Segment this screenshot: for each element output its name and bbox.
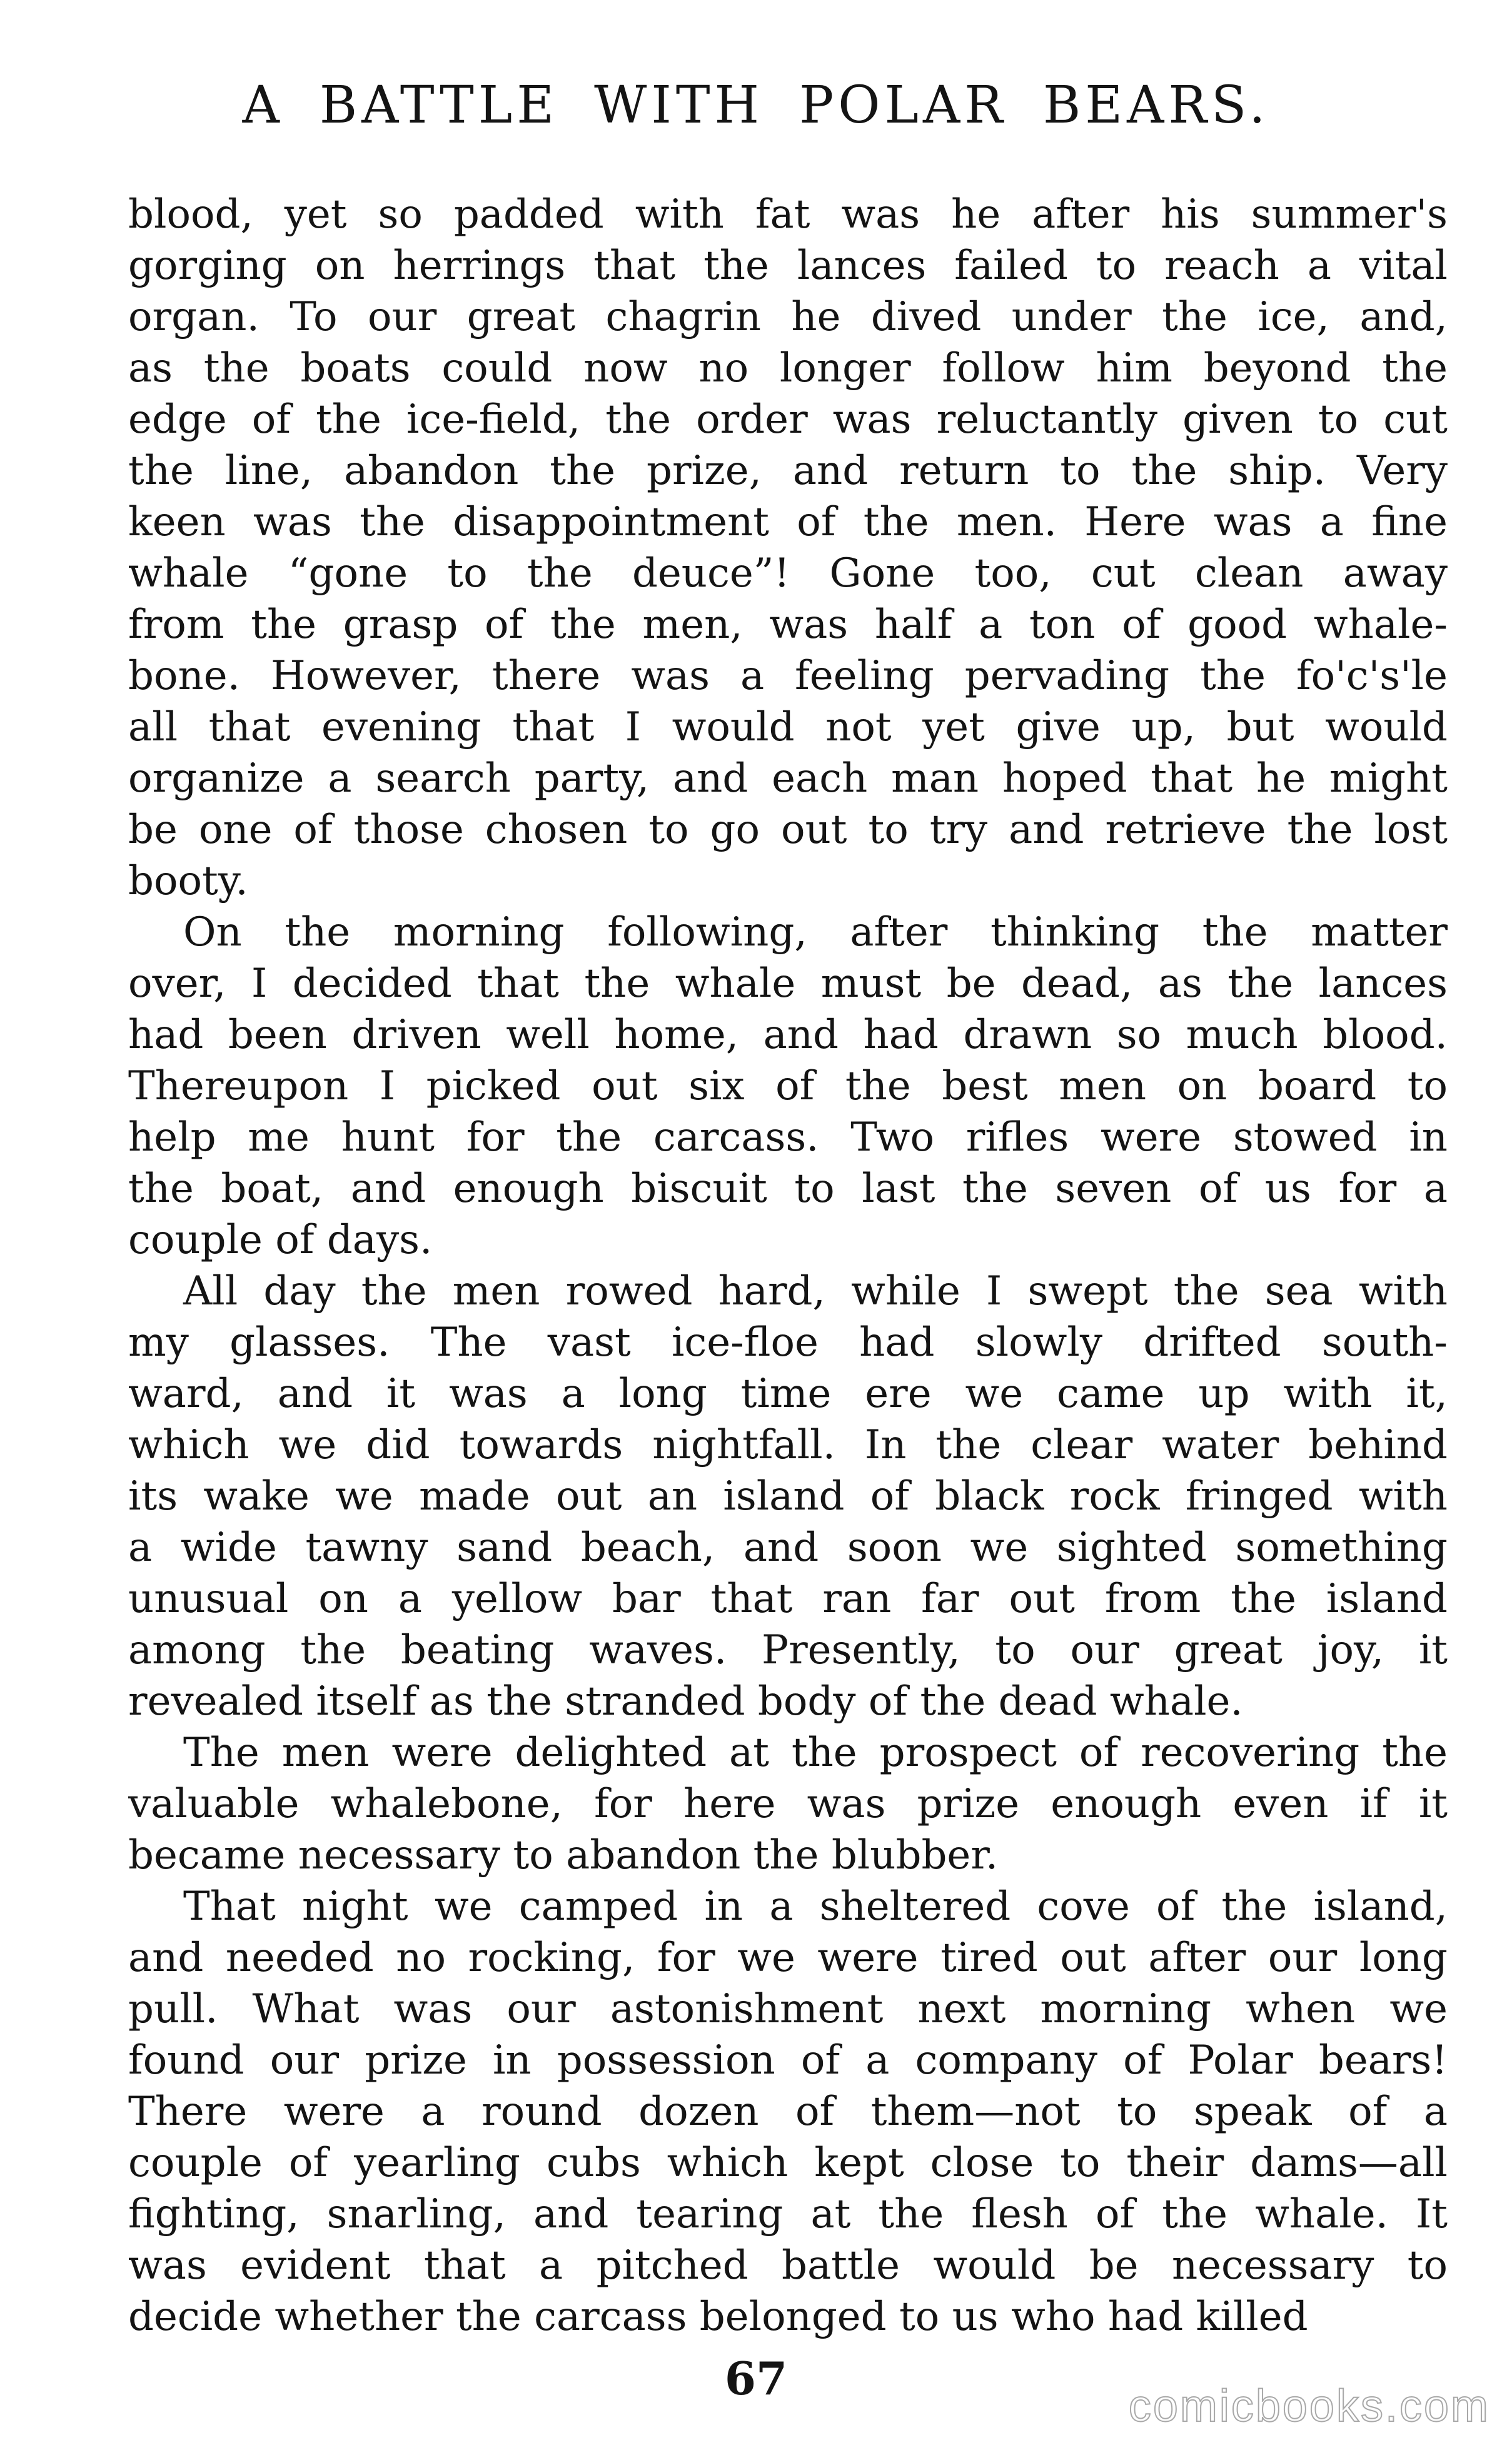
text-line: was evident that a pitched battle would be necessary to bbox=[128, 2242, 1448, 2289]
text-line: as the boats could now no longer follow him beyond the bbox=[128, 345, 1448, 391]
text-line: gorging on herrings that the lances failed to reach a vital bbox=[128, 243, 1448, 289]
text-line: organize a search party, and each man hoped that he might bbox=[128, 755, 1448, 802]
text-line: bone. However, there was a feeling pervading the fo'c's'le bbox=[128, 653, 1448, 699]
text-line: all that evening that I would not yet give up, but would bbox=[128, 704, 1448, 750]
text-line: ward, and it was a long time ere we came up with it, bbox=[128, 1371, 1448, 1417]
text-line: be one of those chosen to go out to try and retrieve the lost bbox=[128, 807, 1448, 853]
text-line: decide whether the carcass belonged to us who had killed bbox=[128, 2294, 1308, 2340]
text-line: All day the men rowed hard, while I swept the sea with bbox=[183, 1268, 1448, 1314]
site-watermark: comicbooks.com bbox=[1128, 2381, 1490, 2431]
text-line: among the beating waves. Presently, to our great joy, it bbox=[128, 1627, 1448, 1673]
text-line: my glasses. The vast ice-floe had slowly drifted south- bbox=[128, 1319, 1448, 1366]
body-text bbox=[128, 189, 1448, 2342]
text-line: blood, yet so padded with fat was he after his summer's bbox=[128, 191, 1448, 238]
text-line: organ. To our great chagrin he dived under the ice, and, bbox=[128, 294, 1448, 340]
paragraph bbox=[128, 1881, 1448, 2342]
text-line: pull. What was our astonishment next morning when we bbox=[128, 1986, 1448, 2032]
text-line: over, I decided that the whale must be dead, as the lances bbox=[128, 960, 1448, 1007]
text-line: The men were delighted at the prospect of recovering the bbox=[183, 1730, 1448, 1776]
paragraph bbox=[128, 189, 1448, 907]
text-line: keen was the disappointment of the men. Here was a fine bbox=[128, 499, 1448, 545]
page-number: 67 bbox=[724, 2352, 788, 2405]
text-line: which we did towards nightfall. In the clear water behind bbox=[128, 1422, 1448, 1468]
paragraph bbox=[128, 1266, 1448, 1727]
text-line: had been driven well home, and had drawn so much blood. bbox=[128, 1012, 1448, 1058]
text-line: valuable whalebone, for here was prize enough even if it bbox=[128, 1781, 1448, 1827]
text-line: the line, abandon the prize, and return to the ship. Very bbox=[128, 448, 1448, 494]
text-line: couple of days. bbox=[128, 1217, 433, 1263]
paragraph bbox=[128, 1727, 1448, 1881]
text-line: booty. bbox=[128, 858, 248, 904]
text-line: a wide tawny sand beach, and soon we sighted something bbox=[128, 1525, 1448, 1571]
text-line: help me hunt for the carcass. Two rifles were stowed in bbox=[128, 1114, 1448, 1161]
running-title: A BATTLE WITH POLAR BEARS. bbox=[242, 76, 1270, 135]
text-line: became necessary to abandon the blubber. bbox=[128, 1832, 999, 1878]
text-line: That night we camped in a sheltered cove of the island, bbox=[183, 1883, 1448, 1930]
text-line: whale “gone to the deuce”! Gone too, cut clean away bbox=[128, 550, 1448, 597]
text-line: from the grasp of the men, was half a ton of good whale- bbox=[128, 602, 1448, 648]
text-line: its wake we made out an island of black rock fringed with bbox=[128, 1473, 1448, 1520]
text-line: the boat, and enough biscuit to last the seven of us for a bbox=[128, 1166, 1448, 1212]
text-line: found our prize in possession of a company of Polar bears! bbox=[128, 2037, 1448, 2084]
text-line: There were a round dozen of them—not to speak of a bbox=[128, 2089, 1448, 2135]
text-line: fighting, snarling, and tearing at the flesh of the whale. It bbox=[128, 2191, 1448, 2237]
text-line: edge of the ice-field, the order was reluctantly given to cut bbox=[128, 396, 1448, 443]
text-line: couple of yearling cubs which kept close to their dams—all bbox=[128, 2140, 1448, 2186]
text-line: On the morning following, after thinking the matter bbox=[183, 909, 1448, 955]
text-line: and needed no rocking, for we were tired out after our long bbox=[128, 1935, 1448, 1981]
text-line: Thereupon I picked out six of the best men on board to bbox=[128, 1063, 1448, 1109]
text-line: revealed itself as the stranded body of the dead whale. bbox=[128, 1678, 1243, 1725]
text-line: unusual on a yellow bar that ran far out from the island bbox=[128, 1576, 1448, 1622]
paragraph bbox=[128, 907, 1448, 1266]
